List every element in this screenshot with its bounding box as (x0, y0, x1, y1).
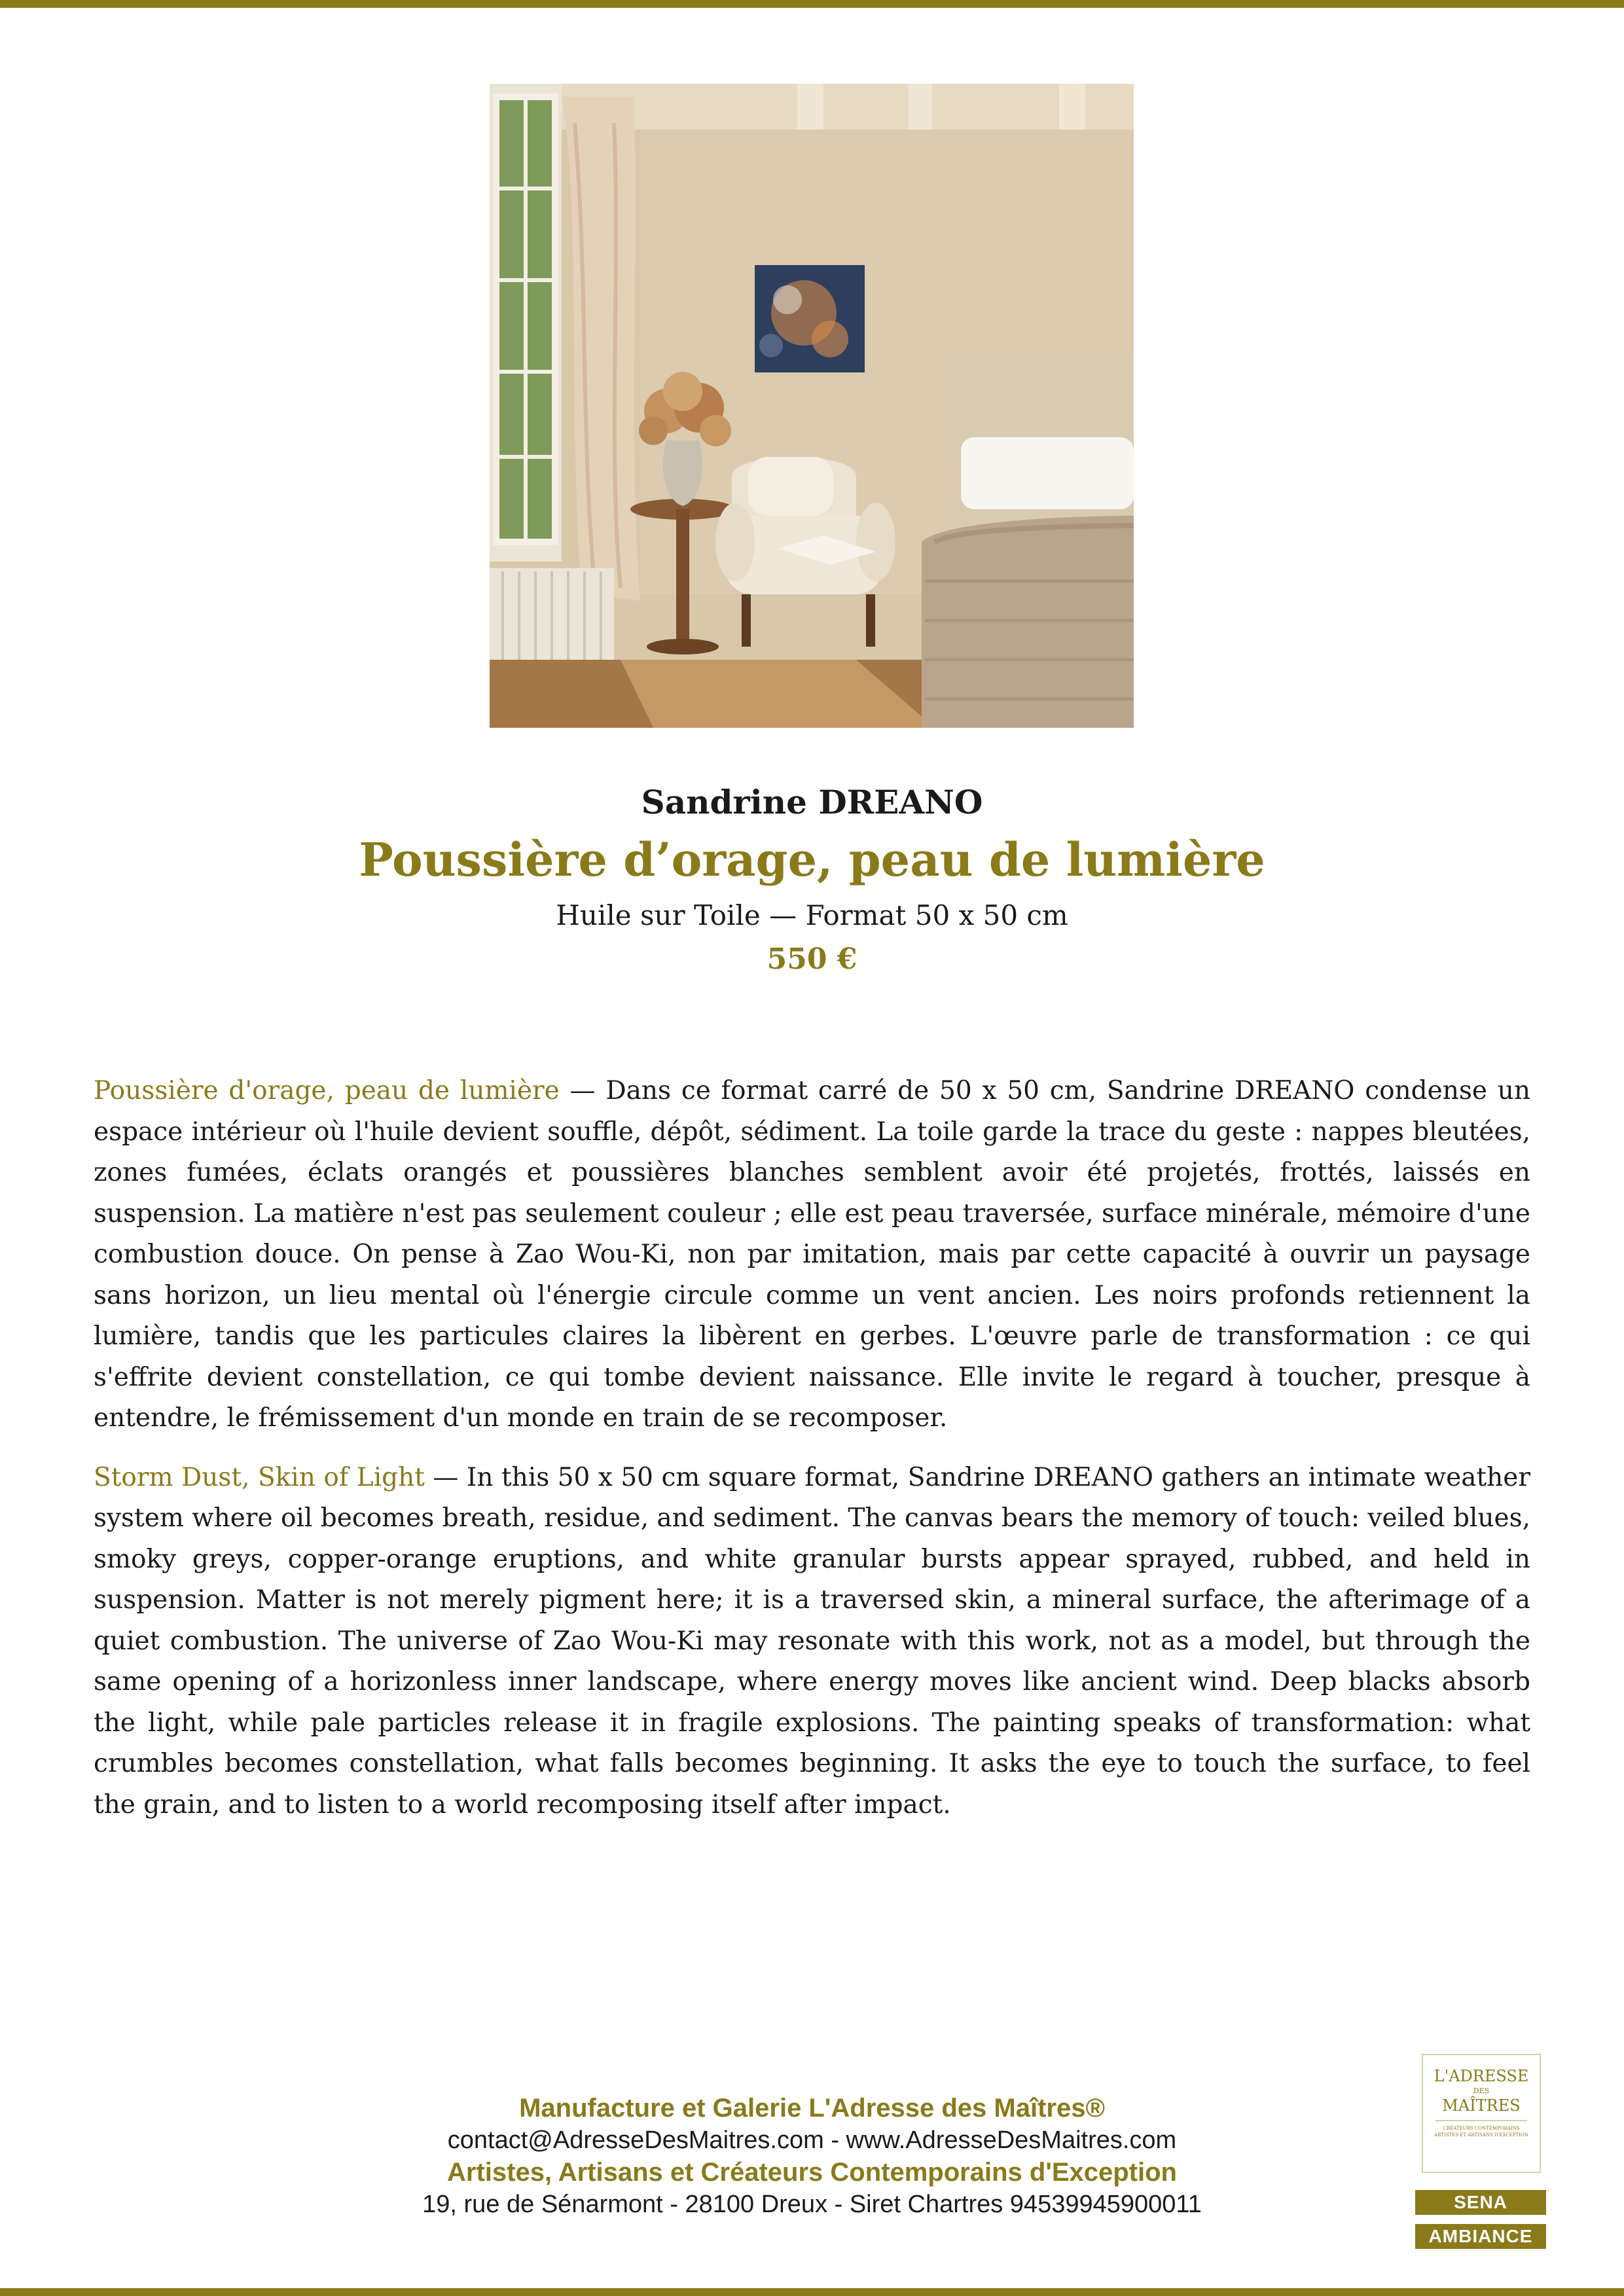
logo-divider (1435, 2120, 1527, 2121)
logo-line-2: DES (1473, 2087, 1490, 2095)
description-french (94, 1071, 1530, 1439)
ambiance-badge: AMBIANCE (1415, 2224, 1546, 2249)
top-border (0, 0, 1624, 8)
contact-line: contact@AdresseDesMaitres.com - www.AdresseDesMaitres.com (447, 2126, 1177, 2154)
tagline: Artistes, Artisans et Créateurs Contemporains d'Exception (447, 2158, 1177, 2187)
description (94, 1071, 1530, 1844)
medium-format: Huile sur Toile — Format 50 x 50 cm (556, 899, 1068, 931)
logo-line-1: L'ADRESSE (1434, 2067, 1529, 2085)
sena-badge: SENA (1415, 2190, 1546, 2215)
artwork-room-photo (490, 84, 1134, 728)
artist-name: Sandrine DREANO (641, 783, 983, 821)
logo-line-3: MAÎTRES (1442, 2096, 1521, 2115)
description-english (94, 1458, 1530, 1826)
description-french-title: Poussière d'orage, peau de lumière (94, 1076, 560, 1105)
footer (0, 2092, 1624, 2220)
bottom-border (0, 2288, 1624, 2296)
description-english-body: — In this 50 x 50 cm square format, Sandrine DREANO gathers an intimate weather system where oil becomes breath, residue, and sediment. The canvas bears the memory of touch: veiled blues, smoky greys, copper-orange eruptions, and white granular bursts appear sprayed, rubbed, and held in suspension. Matter is not merely pigment here; it is a traversed skin, a mineral surface, the afterimage of a quiet combustion. The universe of Zao Wou-Ki may resonate with this work, not as a model, but through the same opening of a horizonless inner landscape, where energy moves like ancient wind. Deep blacks absorb the light, while pale particles release it in fragile explosions. The painting speaks of transformation: what crumbles becomes constellation, what falls becomes beginning. It asks the eye to touch the surface, to feel the grain, and to listen to a world recomposing itself after impact. (94, 1462, 1530, 1820)
artwork-title: Poussière d’orage, peau de lumière (359, 833, 1265, 887)
description-english-title: Storm Dust, Skin of Light (94, 1462, 425, 1492)
description-french-body: — Dans ce format carré de 50 x 50 cm, Sandrine DREANO condense un espace intérieur où l'huile devient souffle, dépôt, sédiment. La toile garde la trace du geste : nappes bleutées, zones fumées, éclats orangés et poussières blanches semblent avoir été projetés, frottés, laissés en suspension. La matière n'est pas seulement couleur ; elle est peau traversée, surface minérale, mémoire d'une combustion douce. On pense à Zao Wou-Ki, non par imitation, mais par cette capacité à ouvrir un paysage sans horizon, un lieu mental où l'énergie circule comme un vent ancien. Les noirs profonds retiennent la lumière, tandis que les particules claires la libèrent en gerbes. L'œuvre parle de transformation : ce qui s'effrite devient constellation, ce qui tombe devient naissance. Elle invite le regard à toucher, presque à entendre, le frémissement d'un monde en train de se recomposer. (94, 1076, 1530, 1433)
gallery-logo (1422, 2054, 1541, 2173)
gallery-name: Manufacture et Galerie L'Adresse des Maîtres® (519, 2094, 1105, 2123)
address-line: 19, rue de Sénarmont - 28100 Dreux - Siret Chartres 94539945900011 (422, 2191, 1202, 2218)
logo-line-4: CRÉATEURS CONTEMPORAINS ARTISTES ET ARTISANS D'EXCEPTION (1434, 2126, 1528, 2138)
price: 550 € (767, 942, 857, 976)
